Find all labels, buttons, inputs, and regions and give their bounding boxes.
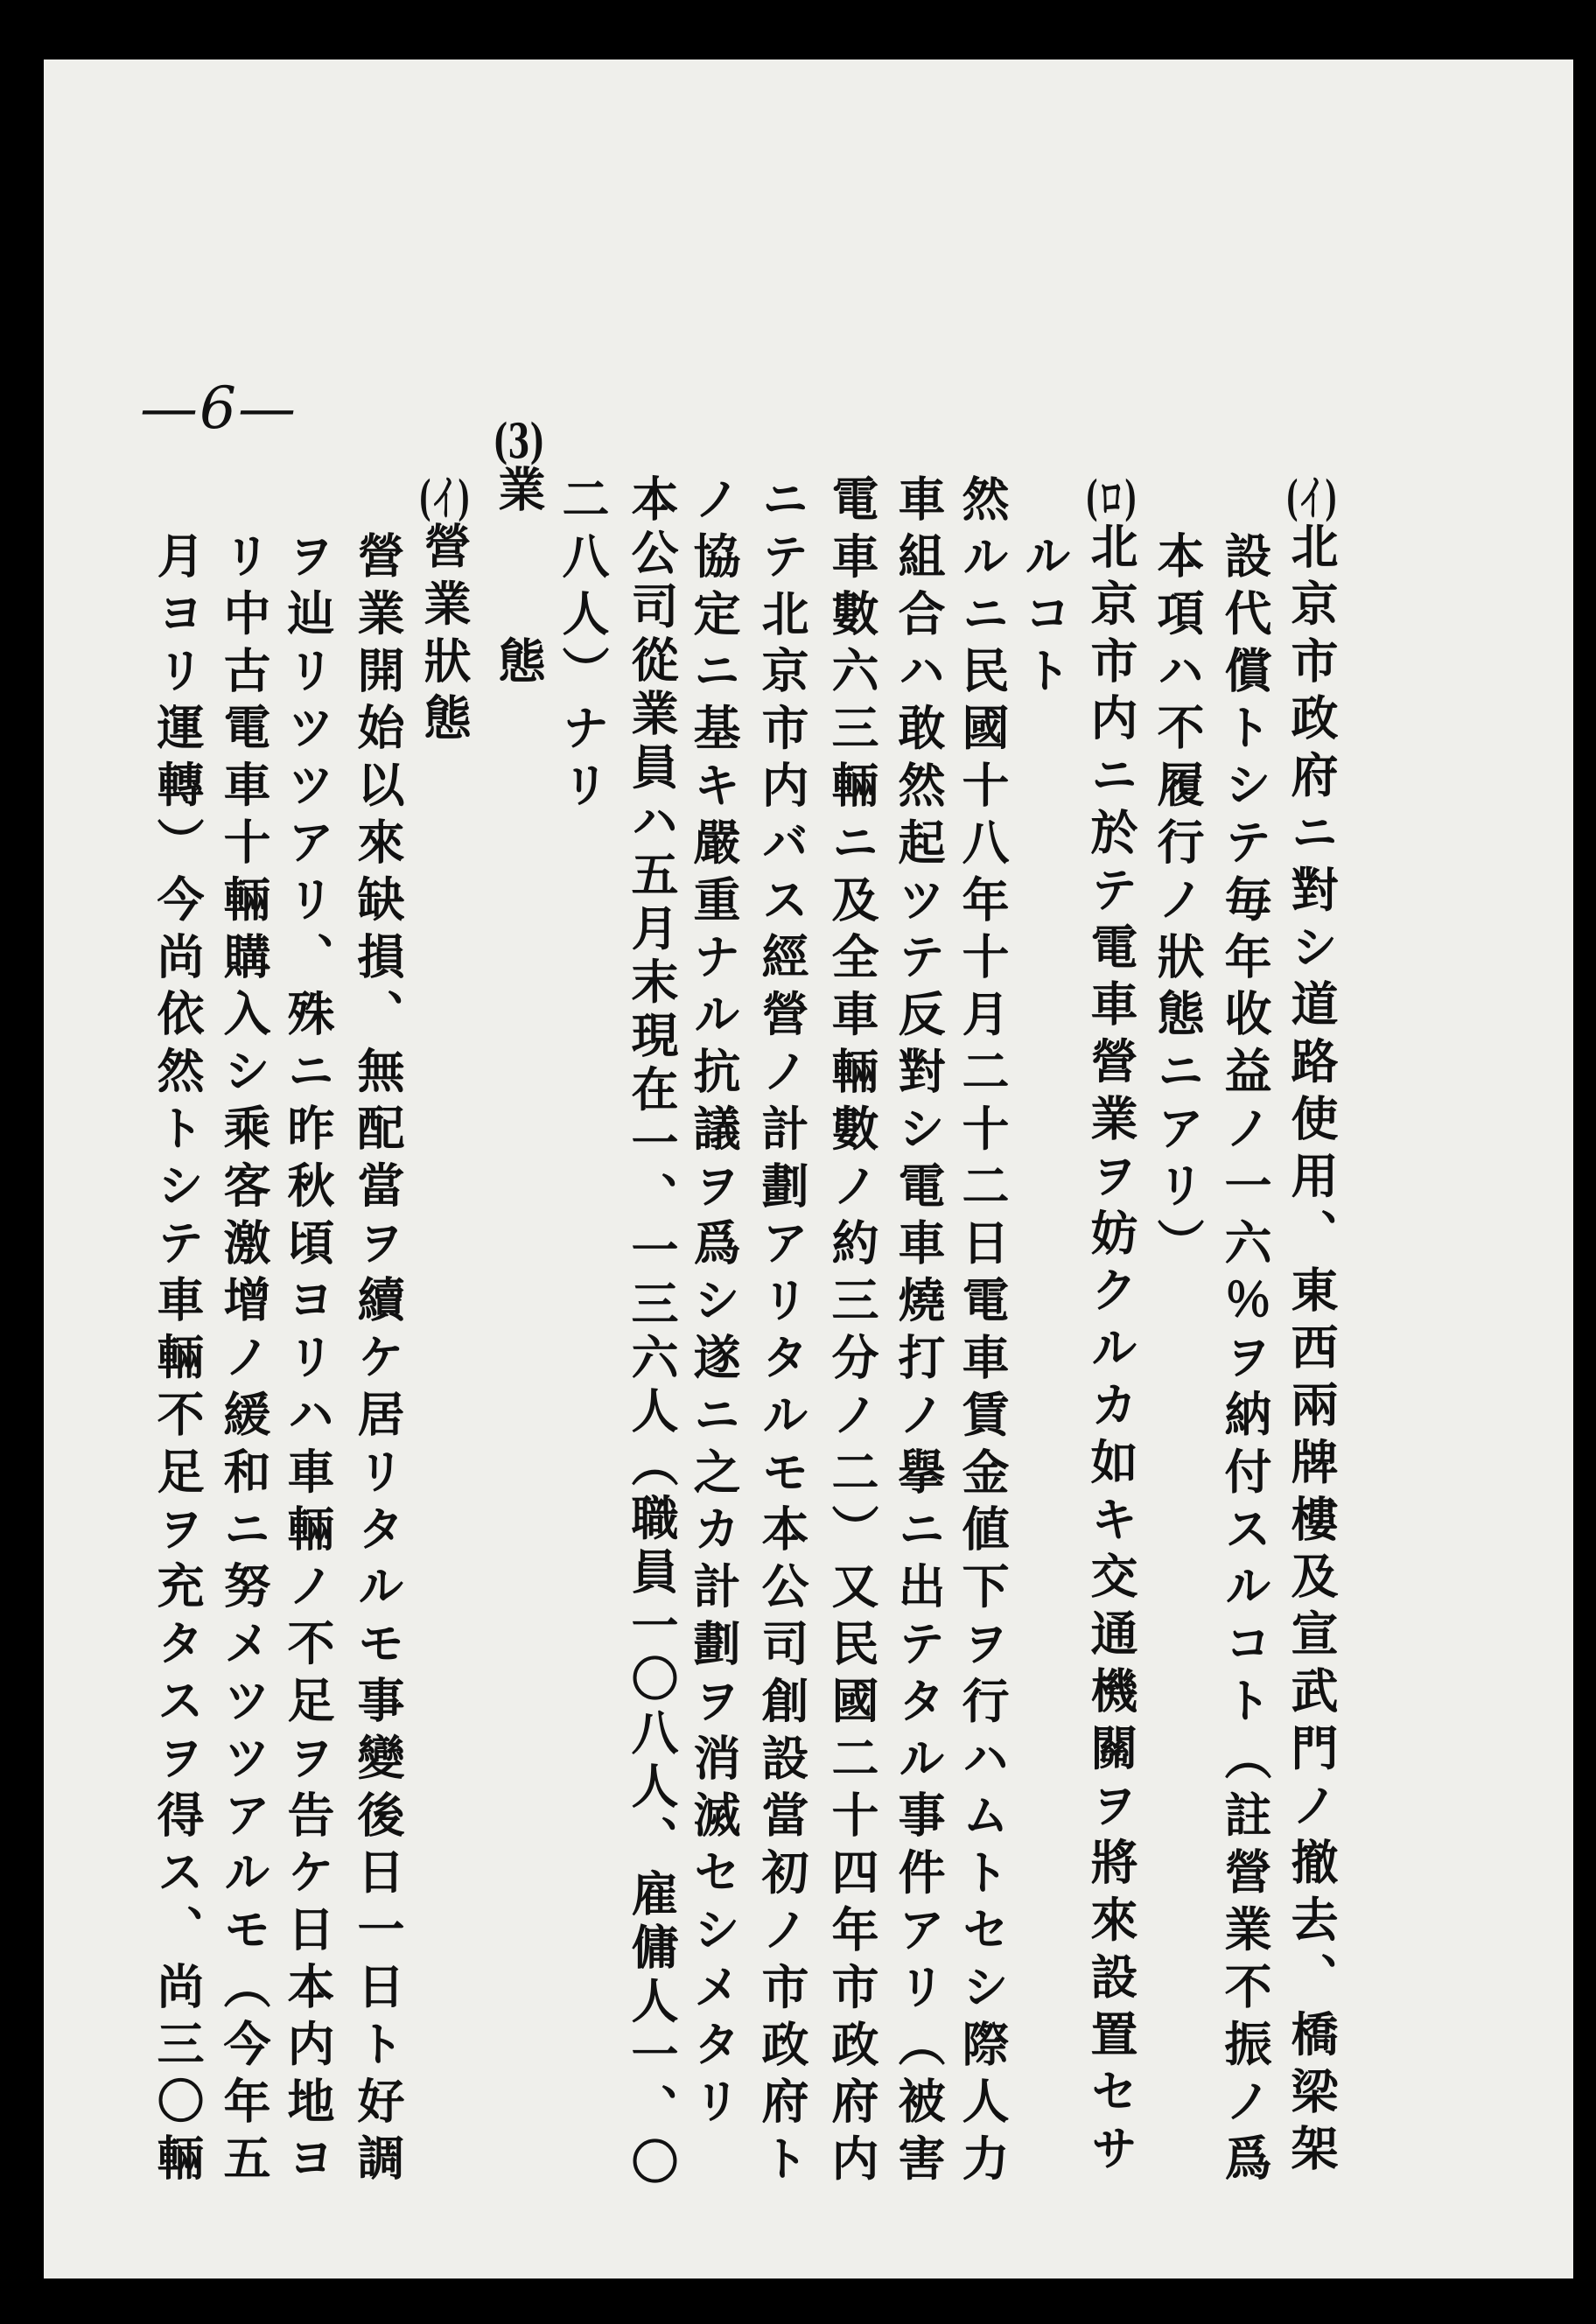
text-column-17 [215, 531, 273, 2191]
text-column-16 [279, 531, 337, 2191]
text-column-12 [554, 474, 612, 817]
column-text: 車組合ハ敢然起ツテ反對シ電車燒打ノ擧ニ出テタル事件アリ（被害 [891, 474, 947, 2191]
item-marker: (イ) [1285, 474, 1338, 522]
text-column-5 [1016, 531, 1074, 703]
text-column-11 [623, 474, 681, 2191]
text-column-1 [1283, 474, 1340, 2181]
subsection-heading [416, 474, 473, 751]
column-text: 本公司從業員ハ五月末現在一、一三六人（職員一〇八人、雇傭人一、〇 [624, 474, 680, 2191]
text-column-2 [1216, 531, 1274, 2191]
column-text: 營業開始以來缺損、無配當ヲ續ケ居リタルモ事變後日一日ト好調 [350, 531, 406, 2191]
text-column-18 [149, 531, 206, 2191]
text-column-7 [890, 474, 948, 2191]
column-text: 北京市内ニ於テ電車營業ヲ妨クルカ如キ交通機關ヲ將來設置セサ [1083, 522, 1139, 2181]
column-text: ノ協定ニ基キ嚴重ナル抗議ヲ爲シ遂ニ之カ計劃ヲ消滅セシメタリ [686, 474, 742, 2134]
section-number: (3) [493, 417, 545, 465]
column-text: 設代償トシテ毎年收益ノ一六％ヲ納付スルコト（註營業不振ノ爲 [1217, 531, 1273, 2191]
page-number: —6— [140, 374, 298, 442]
text-column-15 [349, 531, 407, 2191]
item-marker: (ロ) [1085, 474, 1138, 522]
column-text: ルコト [1017, 531, 1073, 704]
column-text: 北京市政府ニ對シ道路使用、東西兩牌樓及宣武門ノ撤去、橋梁架 [1284, 522, 1340, 2181]
text-column-9 [753, 474, 811, 2191]
text-column-3 [1149, 531, 1207, 1275]
text-column-8 [823, 474, 881, 2191]
column-text: 二八人）ナリ [555, 474, 611, 818]
subsection-title: 營業狀態 [416, 522, 472, 751]
column-text: リ中古電車十輛購入シ乘客激增ノ緩和ニ努メツツアルモ（今年五 [216, 531, 272, 2191]
item-marker: (イ) [418, 474, 471, 522]
column-text: 電車數六三輛ニ及全車輛數ノ約三分ノ二）又民國二十四年市政府内 [824, 474, 880, 2191]
column-text: 然ルニ民國十八年十月二十二日電車賃金値下ヲ行ハムトセシ際人力 [955, 474, 1011, 2191]
column-text: ニテ北京市内バス經營ノ計劃アリタルモ本公司創設當初ノ市政府ト [754, 474, 810, 2191]
section-title: 業 態 [491, 465, 547, 694]
text-column-10 [685, 474, 743, 2134]
column-text: 月ヨリ運轉）今尚依然トシテ車輛不足ヲ充タスヲ得ス、尚三〇輛 [150, 531, 206, 2191]
column-text: 本項ハ不履行ノ狀態ニアリ） [1150, 531, 1206, 1276]
text-column-4 [1082, 474, 1140, 2181]
column-text: ヲ辿リツツアリ、殊ニ昨秋頃ヨリハ車輛ノ不足ヲ告ケ日本内地ヨ [280, 531, 336, 2191]
section-heading [490, 417, 548, 694]
text-column-6 [954, 474, 1012, 2191]
